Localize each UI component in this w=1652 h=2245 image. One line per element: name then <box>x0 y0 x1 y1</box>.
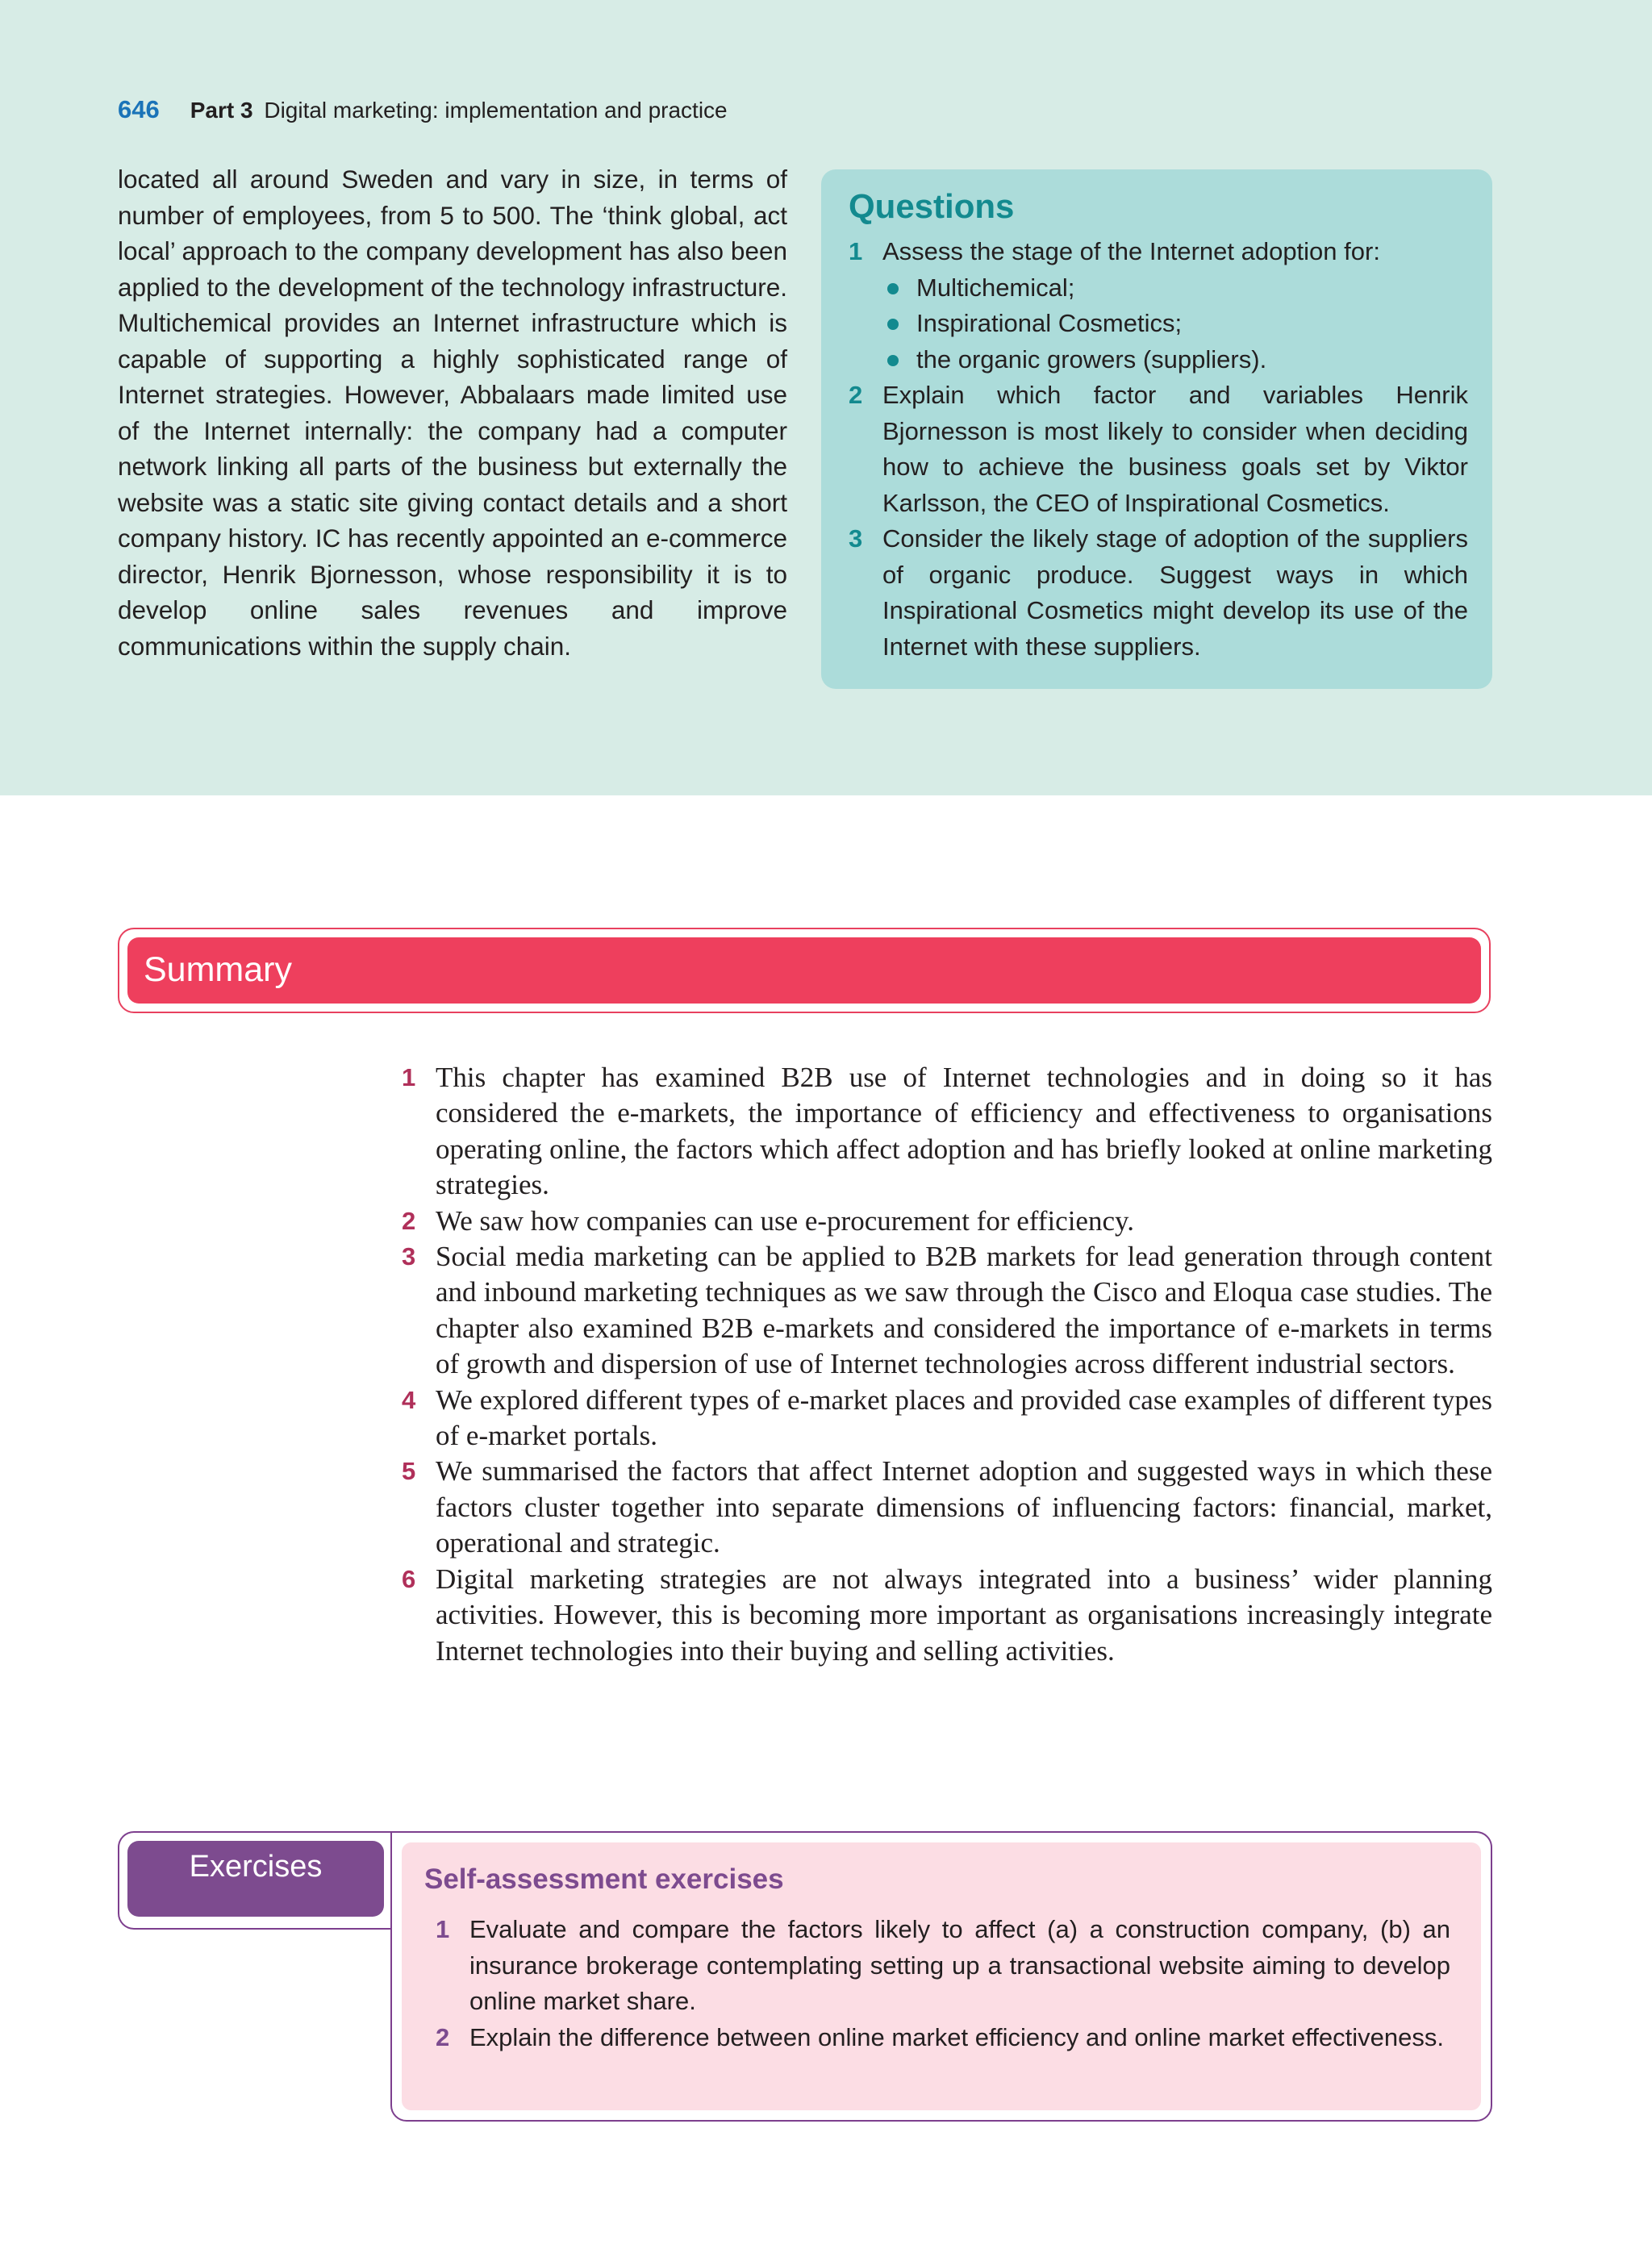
question-text: Explain which factor and variables Henrik Bjornesson is most likely to consider when deciding how to achieve the business goals set by Viktor Karlsson, the CEO of Inspirational Cosmetics. <box>882 381 1468 517</box>
summary-number: 5 <box>402 1457 416 1486</box>
case-study-text: located all around Sweden and vary in size, in terms of number of employees, from 5 to 500. The ‘think global, act local’ approach to the company development has also been applied to the development of the technology infrastructure. Multichemical provides an Internet infrastructure which is capable of supporting a highly sophisticated range of Internet strategies. However, Abbalaars made limited use of the Internet internally: the company had a computer network linking all parts of the business but externally the website was a static site giving contact details and a short company history. IC has recently appointed an e-commerce director, Henrik Bjornesson, whose responsibility it is to develop online sales revenues and improve communications within the supply chain. <box>118 165 787 661</box>
summary-number: 1 <box>402 1063 416 1091</box>
summary-text: We saw how companies can use e-procurement for efficiency. <box>436 1204 1134 1237</box>
summary-item <box>402 1562 1492 1669</box>
exercise-text: Explain the difference between online market efficiency and online market effectiveness. <box>469 2022 1445 2051</box>
question-number: 1 <box>849 237 863 265</box>
questions-box <box>821 169 1492 689</box>
question-bullets <box>882 270 1468 378</box>
question-item <box>849 234 1468 378</box>
summary-item <box>402 1454 1492 1561</box>
part-title: Digital marketing: implementation and practice <box>264 98 728 123</box>
exercises-label-box <box>127 1841 384 1917</box>
bullet-dot-icon <box>887 319 899 330</box>
exercises-panel <box>402 1842 1481 2110</box>
summary-header <box>118 928 1491 1013</box>
summary-item <box>402 1204 1492 1239</box>
summary-bar <box>127 937 1481 1004</box>
exercise-item <box>436 1912 1450 2020</box>
bullet-text: Multichemical; <box>916 273 1075 302</box>
question-item <box>849 378 1468 521</box>
questions-title: Questions <box>849 187 1015 225</box>
summary-number: 6 <box>402 1564 416 1593</box>
question-text: Assess the stage of the Internet adoption for: <box>882 237 1380 265</box>
page-number: 646 <box>118 95 160 123</box>
summary-item <box>402 1239 1492 1383</box>
exercise-text: Evaluate and compare the factors likely to affect (a) a construction company, (b) an insurance brokerage contemplating setting up a transactional website aiming to develop online market share. <box>469 1915 1450 2015</box>
bullet-dot-icon <box>887 283 899 294</box>
question-text: Consider the likely stage of adoption of the suppliers of organic produce. Suggest ways in which Inspirational Cosmetics might develop its use of the Internet with these suppliers. <box>882 524 1468 661</box>
question-number: 3 <box>849 524 863 553</box>
exercises-list <box>436 1912 1450 2055</box>
summary-text: We summarised the factors that affect Internet adoption and suggested ways in which these factors cluster together into separate dimensions of influencing factors: financial, market, operational and strategic. <box>436 1455 1492 1559</box>
summary-number: 2 <box>402 1206 416 1235</box>
summary-text: We explored different types of e-market places and provided case examples of different types of e-market portals. <box>436 1383 1492 1452</box>
summary-item <box>402 1060 1492 1204</box>
summary-item <box>402 1383 1492 1454</box>
exercise-item <box>436 2020 1450 2056</box>
bullet-dot-icon <box>887 355 899 366</box>
summary-number: 4 <box>402 1385 416 1414</box>
exercises-box <box>390 1831 1492 2122</box>
summary-text: This chapter has examined B2B use of Internet technologies and in doing so it has considered the e-markets, the importance of efficiency and effectiveness to organisations operating online, the factors which affect adoption and has briefly looked at online marketing strategies. <box>436 1062 1492 1201</box>
case-study-band <box>0 0 1652 795</box>
exercise-number: 1 <box>436 1915 450 1943</box>
summary-text: Digital marketing strategies are not always integrated into a business’ wider planning activities. However, this is becoming more important as organisations increasingly integrate Internet technologies into their buying and selling activities. <box>436 1563 1492 1667</box>
bullet-item <box>882 270 1468 307</box>
summary-list <box>402 1060 1492 1669</box>
questions-list <box>849 234 1468 665</box>
running-head <box>118 92 728 128</box>
question-number: 2 <box>849 381 863 409</box>
summary-text: Social media marketing can be applied to B2B markets for lead generation through content and inbound marketing techniques as we saw through the Cisco and Eloqua case studies. The chapter also examined B2B e-markets and considered the importance of e-markets in terms of growth and dispersion of use of Internet technologies across different industrial sectors. <box>436 1241 1492 1380</box>
question-item <box>849 521 1468 665</box>
exercises-label: Exercises <box>189 1850 323 1884</box>
exercises-heading: Self-assessment exercises <box>424 1863 784 1895</box>
part-label: Part 3 <box>190 98 253 123</box>
exercises-tab <box>118 1831 390 1930</box>
bullet-item <box>882 342 1468 378</box>
summary-title: Summary <box>144 950 292 989</box>
bullet-text: the organic growers (suppliers). <box>916 344 1267 373</box>
summary-number: 3 <box>402 1242 416 1271</box>
bullet-item <box>882 306 1468 342</box>
bullet-text: Inspirational Cosmetics; <box>916 309 1183 337</box>
exercise-number: 2 <box>436 2022 450 2051</box>
